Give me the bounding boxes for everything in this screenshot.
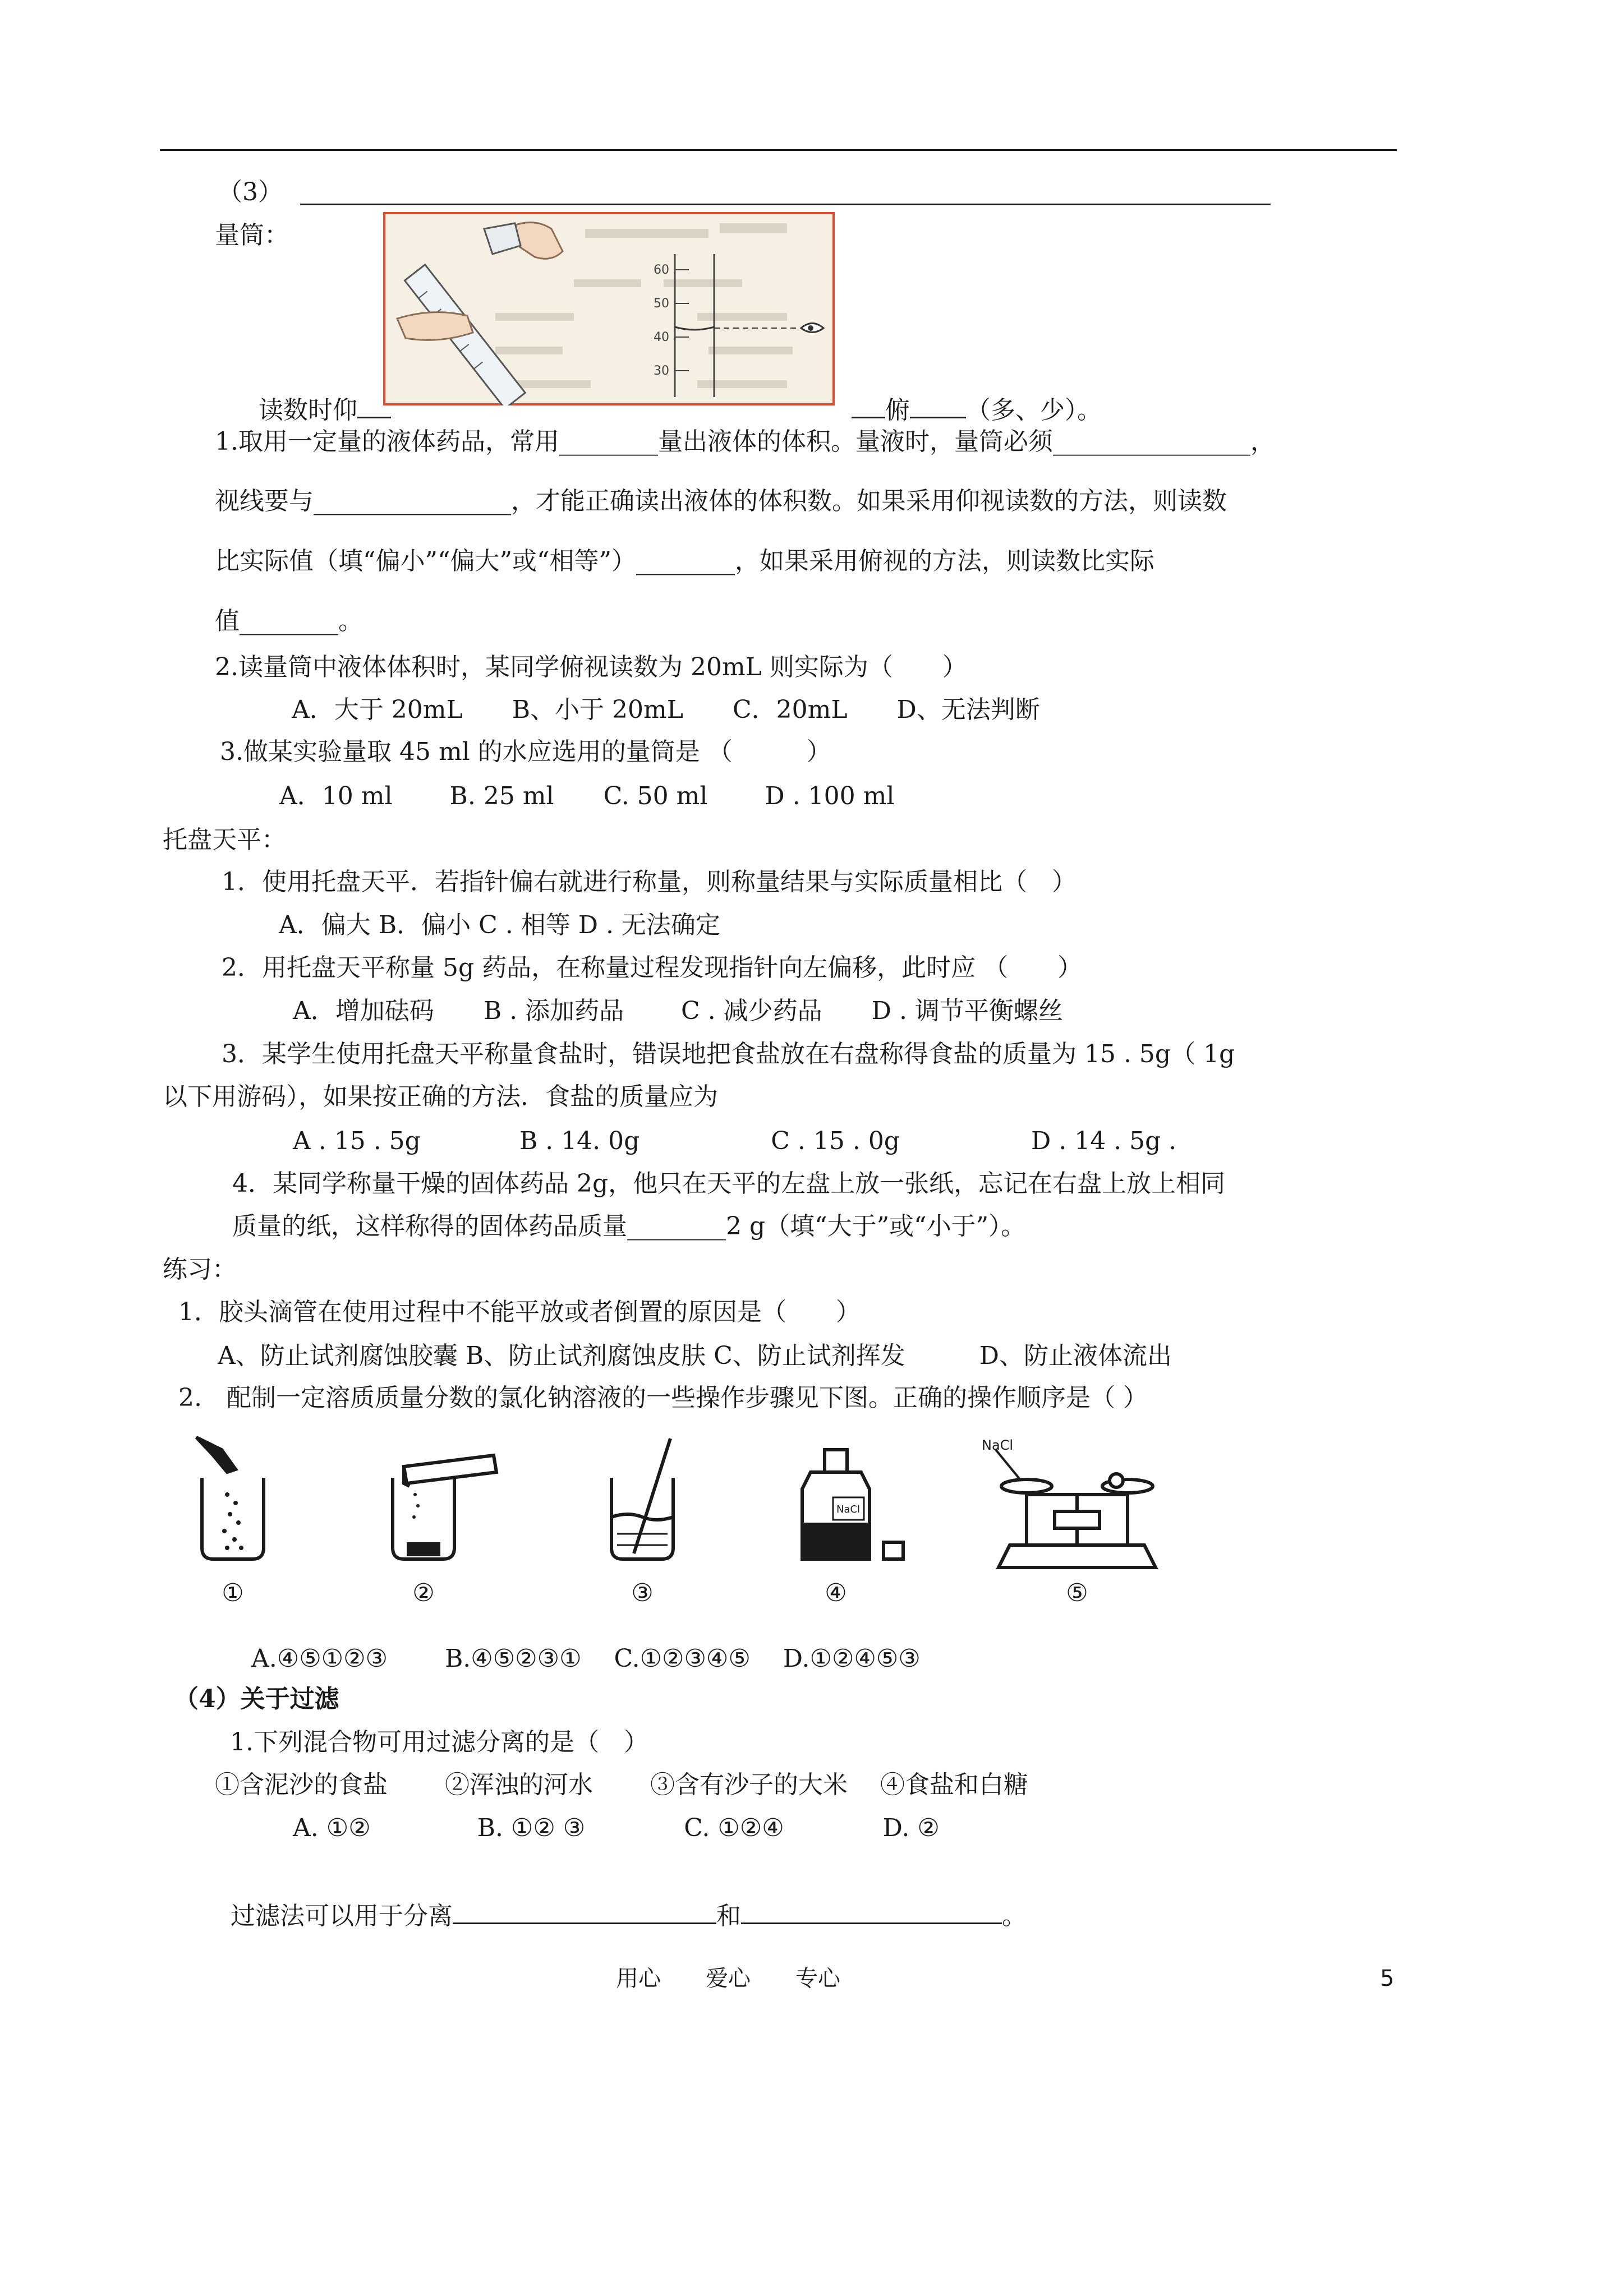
section-title-cylinder: 量筒：: [215, 221, 289, 250]
practice-q2-options: A.④⑤①②③ B.④⑤②③① C.①②③④⑤ D.①②④⑤③: [251, 1644, 921, 1673]
tick-label: 50: [654, 297, 669, 311]
liquid-q3-stem: 3.做某实验量取 45 ml 的水应选用的量筒是 （ ）: [220, 737, 831, 766]
liquid-q2-options: A．大于 20mL B、小于 20mL C．20mL D、无法判断: [292, 695, 1040, 724]
text: ，才能正确读出液体的体积数。如果采用仰视读数的方法，则读数: [511, 487, 1227, 515]
blank[interactable]: ________________: [1052, 427, 1250, 456]
filtration-q1-stem: 1.下列混合物可用过滤分离的是（ ）: [230, 1728, 648, 1756]
text: 视线要与: [215, 487, 314, 515]
filtration-q1-items: ①含泥沙的食盐 ②浑浊的河水 ③含有沙子的大米 ④食盐和白糖: [215, 1771, 1028, 1799]
liquid-q1-line4: [215, 606, 363, 637]
tick-label: 40: [654, 330, 669, 344]
balance-q1-options: A．偏大 B．偏小 C . 相等 D . 无法确定: [279, 911, 720, 939]
text: ，: [1250, 427, 1275, 456]
reading-middle: 俯: [885, 396, 910, 425]
text: 1.取用一定量的液体药品，常用: [215, 427, 559, 456]
step-1-beaker-icon: [196, 1437, 264, 1559]
balance-q4-line2: 质量的纸，这样称得的固体药品质量________2 g（填“大于”或“小于”）。: [232, 1212, 1026, 1241]
step-3-stirring-icon: [611, 1439, 673, 1559]
balance-label: NaCl: [982, 1437, 1014, 1453]
filtration-blank-1[interactable]: [453, 1922, 716, 1924]
title-blank-line: [300, 204, 1271, 205]
holding-hand-icon: [397, 312, 473, 340]
downward-view-blank-2[interactable]: [910, 417, 966, 418]
balance-q2-stem: 2．用托盘天平称量 5g 药品，在称量过程发现指针向左偏移，此时应 （ ）: [222, 953, 1083, 982]
liquid-q2-stem: 2.读量筒中液体体积时，某同学俯视读数为 20mL 则实际为（ ）: [215, 653, 967, 681]
blank[interactable]: ________________: [314, 487, 511, 515]
text: 比实际值（填“偏小”“偏大”或“相等”）: [215, 547, 636, 575]
balance-q3-line2: 以下用游码），如果按正确的方法．食盐的质量应为: [163, 1082, 718, 1111]
balance-q3-line1: 3．某学生使用托盘天平称量食盐时，错误地把食盐放在右盘称得食盐的质量为 15 . 5g（ 1g: [222, 1040, 1235, 1068]
filtration-fill-line: [215, 1869, 1027, 1932]
practice-q1-options: A、防止试剂腐蚀胶囊 B、防止试剂腐蚀皮肤 C、防止试剂挥发 D、防止液体流出: [218, 1341, 1172, 1370]
header-rule: [160, 149, 1397, 151]
reading-line-right: [836, 363, 1102, 426]
liquid-q1-line1: [215, 426, 1275, 458]
figure-label: ④: [825, 1579, 847, 1607]
filtration-q1-options: A. ①② B. ①② ③ C. ①②④ D. ②: [293, 1814, 940, 1842]
bottle-label: NaCl: [836, 1504, 861, 1515]
section-title-filtration: （4）关于过滤: [174, 1685, 339, 1713]
figure-label: ⑤: [1066, 1579, 1088, 1607]
text: 值: [215, 607, 240, 635]
blank[interactable]: ________: [559, 427, 658, 456]
page-number: 5: [1380, 1966, 1395, 1991]
liquid-q1-line3: [215, 546, 1154, 577]
reading-line: [243, 363, 391, 426]
tick-label: 30: [654, 364, 669, 378]
reading-prefix: 读数时仰: [258, 396, 357, 425]
balance-q3-options: A . 15 . 5g B . 14. 0g C . 15 . 0g D . 14 . 5g .: [293, 1127, 1177, 1155]
question-number: （3）: [218, 178, 283, 206]
text: 过滤法可以用于分离: [230, 1902, 453, 1930]
figure-label: ①: [222, 1579, 244, 1607]
text: ，如果采用俯视的方法，则读数比实际: [734, 547, 1154, 575]
balance-q2-options: A．增加砝码 B . 添加药品 C . 减少药品 D . 调节平衡螺丝: [293, 997, 1063, 1025]
balance-q1-stem: 1．使用托盘天平．若指针偏右就进行称量，则称量结果与实际质量相比（ ）: [222, 868, 1076, 896]
text: 。: [338, 607, 363, 635]
tick-label: 60: [654, 263, 669, 277]
cylinder-reading-figure: [383, 212, 835, 405]
step-5-balance-icon: [996, 1450, 1156, 1567]
liquid-q1-line2: [215, 486, 1227, 517]
practice-q2-stem: 2. 配制一定溶质质量分数的氯化钠溶液的一些操作步骤见下图。正确的操作顺序是（ ）: [178, 1384, 1148, 1412]
footer-motto: 用心 爱心 专心: [616, 1966, 840, 1991]
text: 量出液体的体积。量液时，量筒必须: [657, 427, 1053, 456]
blank[interactable]: ________: [240, 607, 338, 635]
practice-q1-stem: 1．胶头滴管在使用过程中不能平放或者倒置的原因是（ ）: [178, 1298, 861, 1326]
section-title-practice: 练习：: [163, 1255, 237, 1284]
figure-label: ③: [631, 1579, 654, 1607]
balance-q4-line1: 4．某同学称量干燥的固体药品 2g，他只在天平的左盘上放一张纸，忘记在右盘上放上相同: [232, 1169, 1226, 1198]
text: 和: [716, 1902, 741, 1930]
downward-view-blank-1[interactable]: [852, 417, 885, 418]
figure-label: ②: [412, 1579, 435, 1607]
liquid-q3-options: A．10 ml B. 25 ml C. 50 ml D . 100 ml: [279, 782, 895, 810]
section-title-balance: 托盘天平：: [163, 826, 286, 854]
upward-view-blank[interactable]: [357, 417, 391, 418]
text: 。: [1001, 1902, 1027, 1930]
solution-steps-figure: [180, 1433, 1200, 1629]
reading-suffix: （多、少）。: [965, 396, 1102, 425]
filtration-blank-2[interactable]: [741, 1922, 1002, 1924]
step-2-beaker-icon: [393, 1455, 496, 1559]
blank[interactable]: ________: [636, 547, 735, 575]
